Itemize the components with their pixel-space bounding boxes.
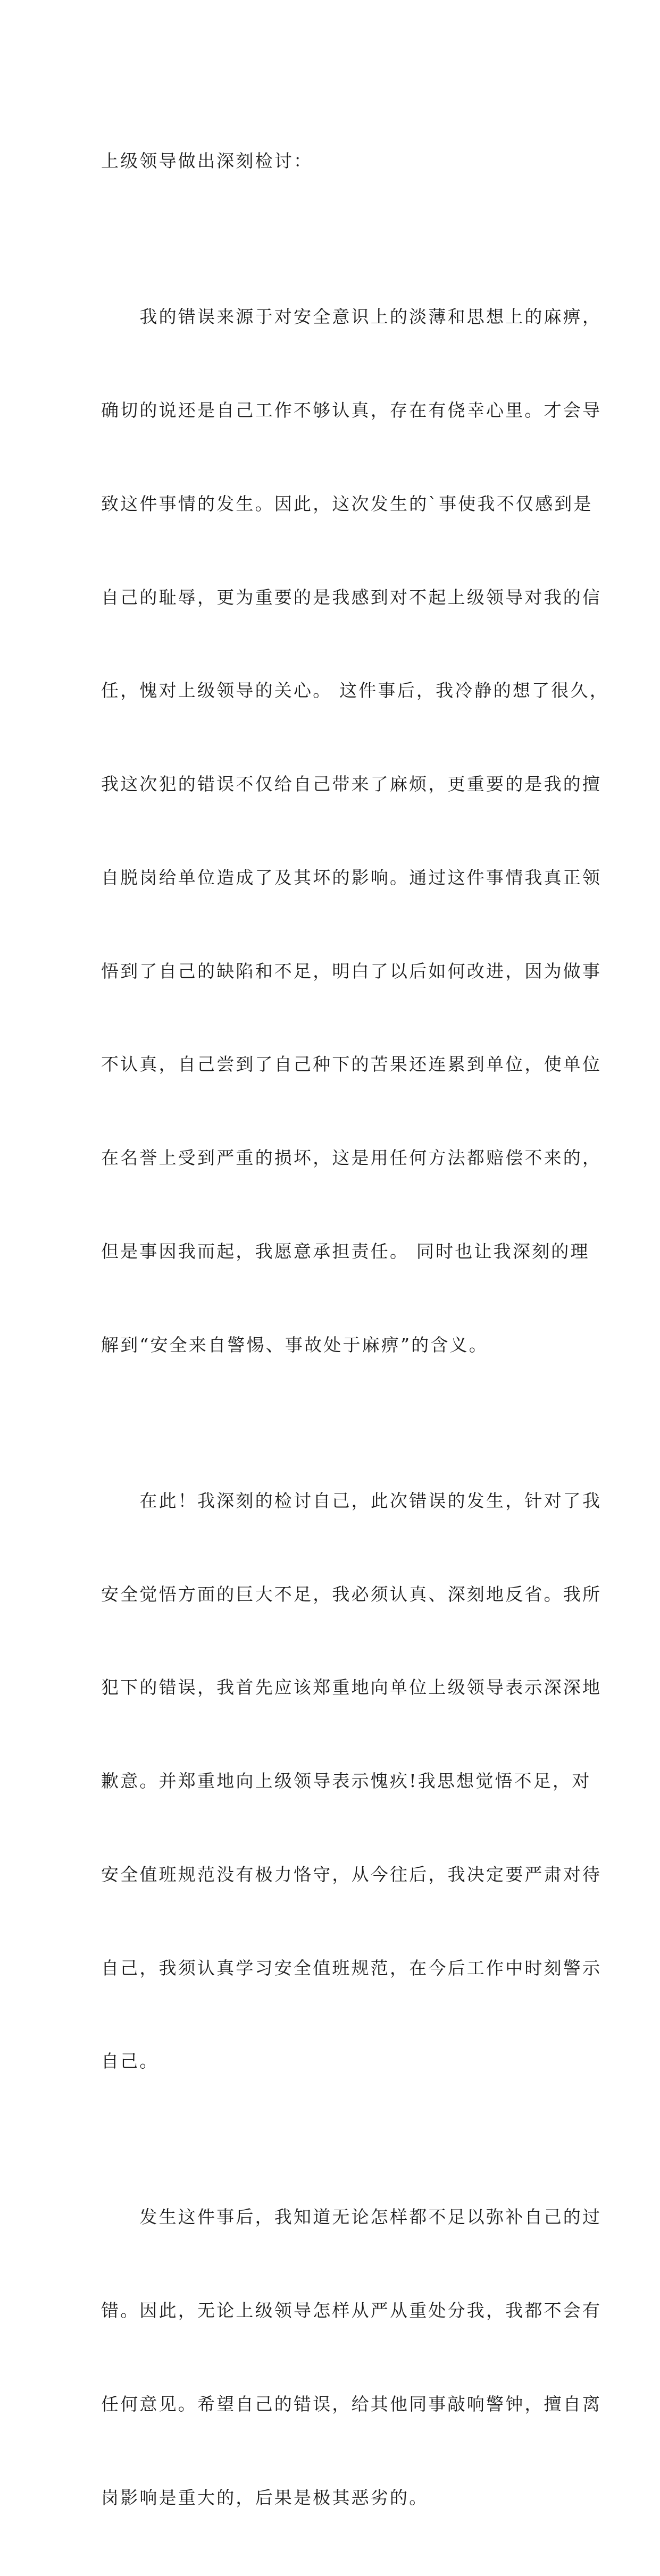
text-line: 歉意。并郑重地向上级领导表示愧疚!我思想觉悟不足，对 xyxy=(101,1771,591,1792)
text-line: 确切的说还是自己工作不够认真，存在有侥幸心里。才会导 xyxy=(101,399,602,421)
text-line: 不认真，自己尝到了自己种下的苦果还连累到单位，使单位 xyxy=(101,1054,602,1075)
text-line: 岗影响是重大的，后果是极其恶劣的。 xyxy=(101,2487,429,2508)
text-line: 安全觉悟方面的巨大不足，我必须认真、深刻地反省。我所 xyxy=(101,1583,602,1605)
text-line: 自脱岗给单位造成了及其坏的影响。通过这件事情我真正领 xyxy=(101,867,602,888)
text-line: 自己。 xyxy=(101,2051,159,2072)
text-line: 发生这件事后，我知道无论怎样都不足以弥补自己的过 xyxy=(101,2206,602,2228)
text-line: 自己的耻辱，更为重要的是我感到对不起上级领导对我的信 xyxy=(101,586,602,608)
text-line: 任，愧对上级领导的关心。 这件事后，我冷静的想了很久， xyxy=(101,680,609,701)
paragraph-error-source xyxy=(101,239,609,1423)
text-line: 悟到了自己的缺陷和不足，明白了以后如何改进，因为做事 xyxy=(101,960,602,981)
text-line: 自己，我须认真学习安全值班规范，在今后工作中时刻警示 xyxy=(101,1957,602,1978)
paragraph-acceptance xyxy=(101,2139,602,2575)
text-line: 在此！我深刻的检讨自己，此次错误的发生，针对了我 xyxy=(101,1490,602,1511)
text-line: 我的错误来源于对安全意识上的淡薄和思想上的麻痹， xyxy=(101,306,602,328)
text-line: 在名誉上受到严重的损坏，这是用任何方法都赔偿不来的， xyxy=(101,1147,602,1169)
text-line: 我这次犯的错误不仅给自己带来了麻烦，更重要的是我的擅 xyxy=(101,774,602,795)
text-line: 犯下的错误，我首先应该郑重地向单位上级领导表示深深地 xyxy=(101,1677,602,1698)
text-line: 任何意见。希望自己的错误，给其他同事敲响警钟，擅自离 xyxy=(101,2393,602,2414)
text-line: 解到“安全来自警惕、事故处于麻痹”的含义。 xyxy=(101,1334,488,1355)
text-line: 但是事因我而起，我愿意承担责任。 同时也让我深刻的理 xyxy=(101,1240,590,1262)
text-line: 致这件事情的发生。因此，这次发生的`事使我不仅感到是 xyxy=(101,493,593,514)
text-line: 安全值班规范没有极力恪守，从今往后，我决定要严肃对待 xyxy=(101,1864,602,1885)
document-body xyxy=(101,83,609,2576)
paragraph-self-reflection xyxy=(101,1423,602,2140)
paragraph-intro xyxy=(101,83,558,239)
text-line: 上级领导做出深刻检讨： xyxy=(101,150,313,172)
text-line: 错。因此，无论上级领导怎样从严从重处分我，我都不会有 xyxy=(101,2300,602,2321)
